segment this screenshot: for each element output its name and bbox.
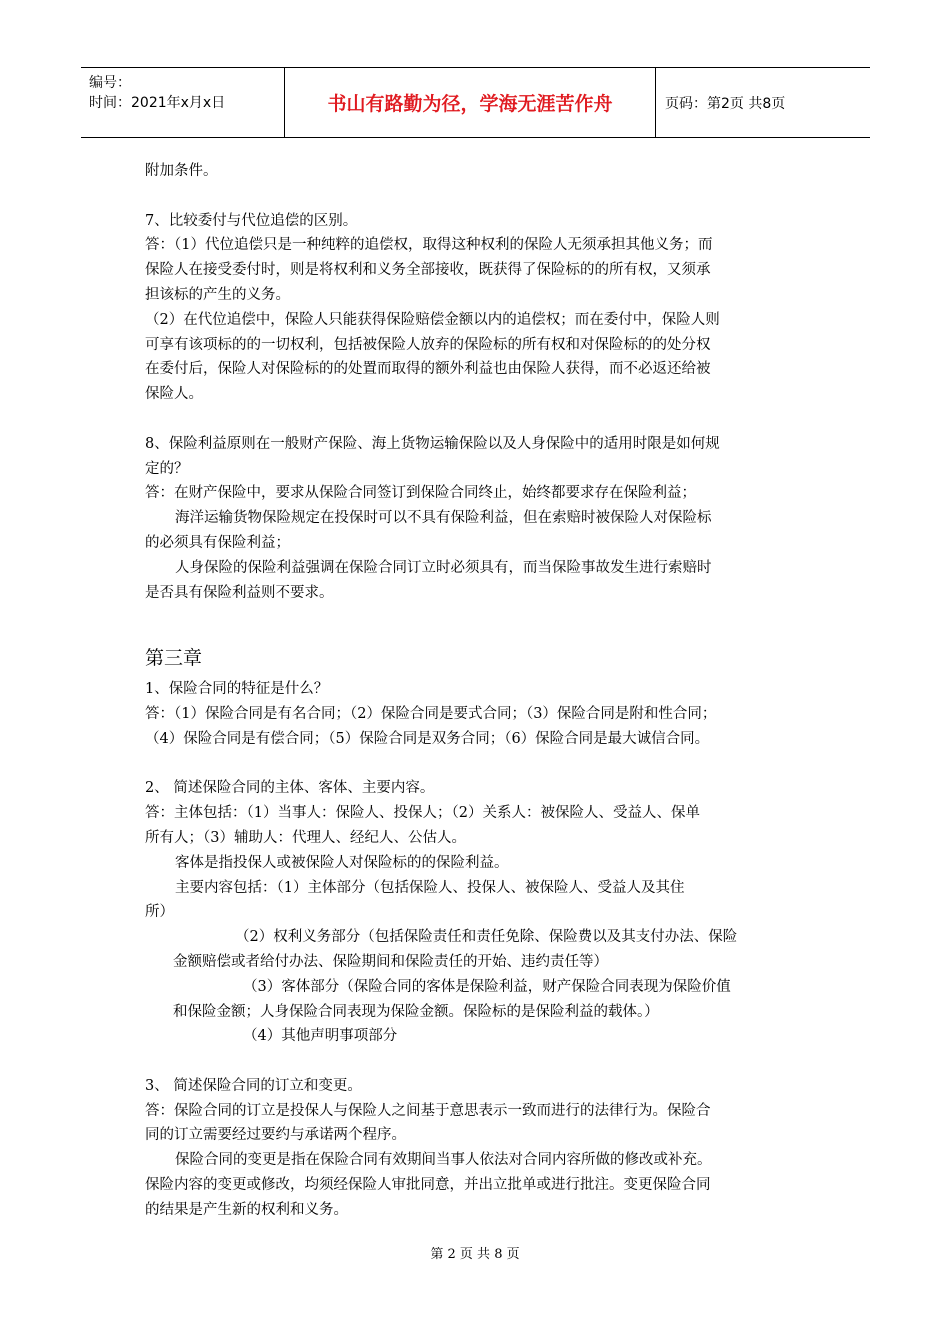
text-line: （4）其他声明事项部分 — [243, 1028, 398, 1045]
text-line: 和保险金额；人身保险合同表现为保险金额。保险标的是保险利益的载体。） — [173, 1003, 659, 1020]
text-line: 在委付后，保险人对保险标的的处置而取得的额外利益也由保险人获得，而不必返还给被 — [145, 361, 711, 378]
paragraph-gap — [145, 184, 812, 209]
text-line: 保险内容的变更或修改，均须经保险人审批同意，并出立批单或进行批注。变更保险合同 — [145, 1177, 711, 1194]
text-line: 的结果是产生新的权利和义务。 — [145, 1201, 348, 1218]
document-number-label: 编号： — [89, 75, 131, 91]
text-line: 客体是指投保人或被保险人对保险标的的保险利益。 — [175, 854, 509, 871]
header-motto: 书山有路勤为径，学海无涯苦作舟 — [285, 68, 656, 137]
header-page-number — [665, 68, 870, 137]
text-line: 8、保险利益原则在一般财产保险、海上货物运输保险以及人身保险中的适用时限是如何规 — [145, 435, 720, 452]
text-line: （4）保险合同是有偿合同；（5）保险合同是双务合同；（6）保险合同是最大诚信合同。 — [145, 730, 710, 747]
page-number-text: 页码：第2页 共8页 — [665, 95, 786, 112]
text-line: 可享有该项标的的一切权利，包括被保险人放弃的保险标的所有权和对保险标的的处分权 — [145, 336, 711, 353]
text-line: 答：在财产保险中，要求从保险合同签订到保险合同终止，始终都要求存在保险利益； — [145, 485, 696, 502]
document-body — [145, 159, 812, 1223]
text-line: 是否具有保险利益则不要求。 — [145, 584, 334, 601]
text-line: 海洋运输货物保险规定在投保时可以不具有保险利益，但在索赔时被保险人对保险标 — [175, 510, 712, 527]
text-line: 所） — [145, 904, 174, 921]
text-line: 3、 简述保险合同的订立和变更。 — [145, 1077, 362, 1094]
text-line: 的必须具有保险利益； — [145, 534, 290, 551]
text-line: 答：保险合同的订立是投保人与保险人之间基于意思表示一致而进行的法律行为。保险合 — [145, 1102, 711, 1119]
paragraph-gap — [145, 407, 812, 432]
text-line: 人身保险的保险利益强调在保险合同订立时必须具有，而当保险事故发生进行索赔时 — [175, 559, 712, 576]
paragraph-gap — [145, 1049, 812, 1074]
paragraph-gap — [145, 605, 812, 630]
text-line: 担该标的产生的义务。 — [145, 286, 290, 303]
text-line: 7、比较委付与代位追偿的区别。 — [145, 212, 358, 229]
chapter-heading: 第三章 — [145, 647, 203, 670]
text-line: （2）权利义务部分（包括保险责任和责任免除、保险费以及其支付办法、保险 — [235, 929, 738, 946]
text-line: 保险人在接受委付时，则是将权利和义务全部接收，既获得了保险标的的所有权，又须承 — [145, 262, 711, 279]
text-line: 1、保险合同的特征是什么？ — [145, 681, 329, 698]
text-line: 保险人。 — [145, 386, 203, 403]
text-line: 答：（1）代位追偿只是一种纯粹的追偿权，取得这种权利的保险人无须承担其他义务；而 — [145, 237, 713, 254]
text-line: 主要内容包括：（1）主体部分（包括保险人、投保人、被保险人、受益人及其住 — [175, 879, 685, 896]
text-line: 定的？ — [145, 460, 189, 477]
text-line: 附加条件。 — [145, 163, 218, 179]
text-line: 金额赔偿或者给付办法、保险期间和保险责任的开始、违约责任等） — [173, 953, 608, 970]
text-line: 同的订立需要经过要约与承诺两个程序。 — [145, 1127, 406, 1144]
paragraph-gap — [145, 752, 812, 777]
header-meta-cell — [81, 68, 285, 137]
text-line: 所有人；（3）辅助人：代理人、经纪人、公估人。 — [145, 829, 466, 846]
text-line: 保险合同的变更是指在保险合同有效期间当事人依法对合同内容所做的修改或补充。 — [175, 1152, 712, 1169]
text-line: 答：主体包括：（1）当事人：保险人、投保人；（2）关系人：被保险人、受益人、保单 — [145, 805, 700, 822]
text-line: （2）在代位追偿中，保险人只能获得保险赔偿金额以内的追偿权；而在委付中，保险人则 — [145, 311, 720, 328]
text-line: 2、 简述保险合同的主体、客体、主要内容。 — [145, 780, 435, 797]
text-line: （3）客体部分（保险合同的客体是保险利益，财产保险合同表现为保险价值 — [243, 978, 731, 995]
document-date-label: 时间：2021年x月x日 — [89, 95, 226, 111]
text-line: 答：（1）保险合同是有名合同；（2）保险合同是要式合同；（3）保险合同是附和性合同； — [145, 705, 717, 722]
page-footer: 第 2 页 共 8 页 — [430, 1247, 520, 1262]
page-header — [81, 67, 870, 138]
